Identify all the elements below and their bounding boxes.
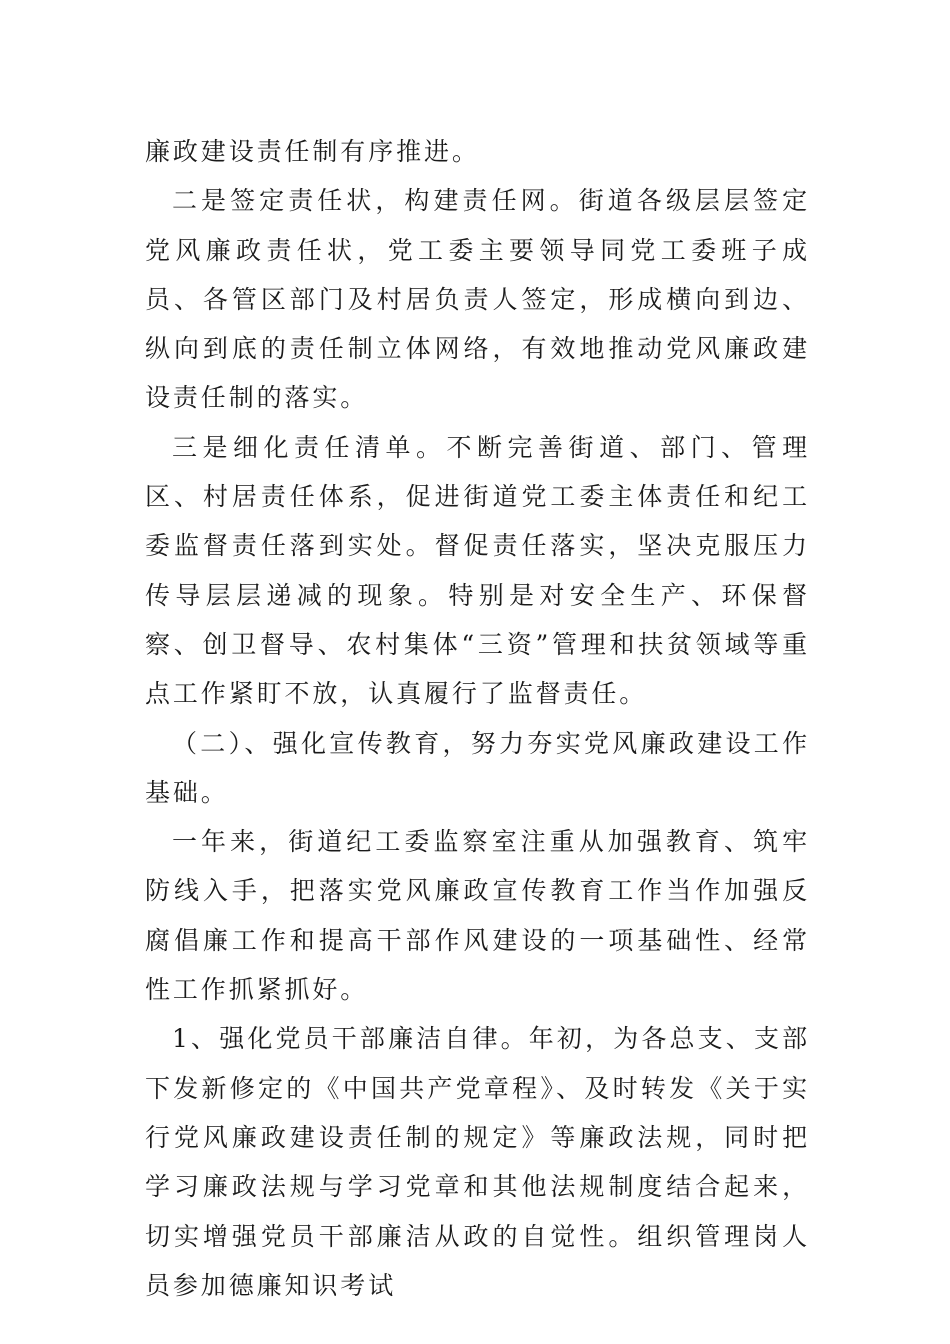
paragraph-responsibility-list: 三是细化责任清单。不断完善街道、部门、管理区、村居责任体系，促进街道党工委主体责任和纪工委监督责任落到实处。督促责任落实，坚决克服压力传导层层递减的现象。特别是对安全生产、环保督察、创卫督导、农村集体“三资”管理和扶贫领域等重点工作紧盯不放，认真履行了监督责任。	[145, 432, 810, 709]
paragraph-self-discipline: 1、强化党员干部廉洁自律。年初，为各总支、支部下发新修定的《中国共产党章程》、及时转发《关于实行党风廉政建设责任制的规定》等廉政法规，同时把学习廉政法规与学习党章和其他法规制度结合起来，切实增强党员干部廉洁从政的自觉性。组织管理岗人员参加德廉知识考试	[145, 1024, 810, 1300]
section-heading-publicity-education: （二）、强化宣传教育，努力夯实党风廉政建设工作基础。	[145, 728, 810, 807]
paragraph-responsibility-contract: 二是签定责任状，构建责任网。街道各级层层签定党风廉政责任状，党工委主要领导同党工委班子成员、各管区部门及村居负责人签定，形成横向到边、纵向到底的责任制立体网络，有效地推动党风廉政建设责任制的落实。	[145, 186, 810, 413]
paragraph-year-overview: 一年来，街道纪工委监察室注重从加强教育、筑牢防线入手，把落实党风廉政宣传教育工作当作加强反腐倡廉工作和提高干部作风建设的一项基础性、经常性工作抓紧抓好。	[145, 827, 810, 1005]
document-body	[145, 127, 810, 1310]
paragraph-continuation: 廉政建设责任制有序推进。	[145, 137, 480, 166]
